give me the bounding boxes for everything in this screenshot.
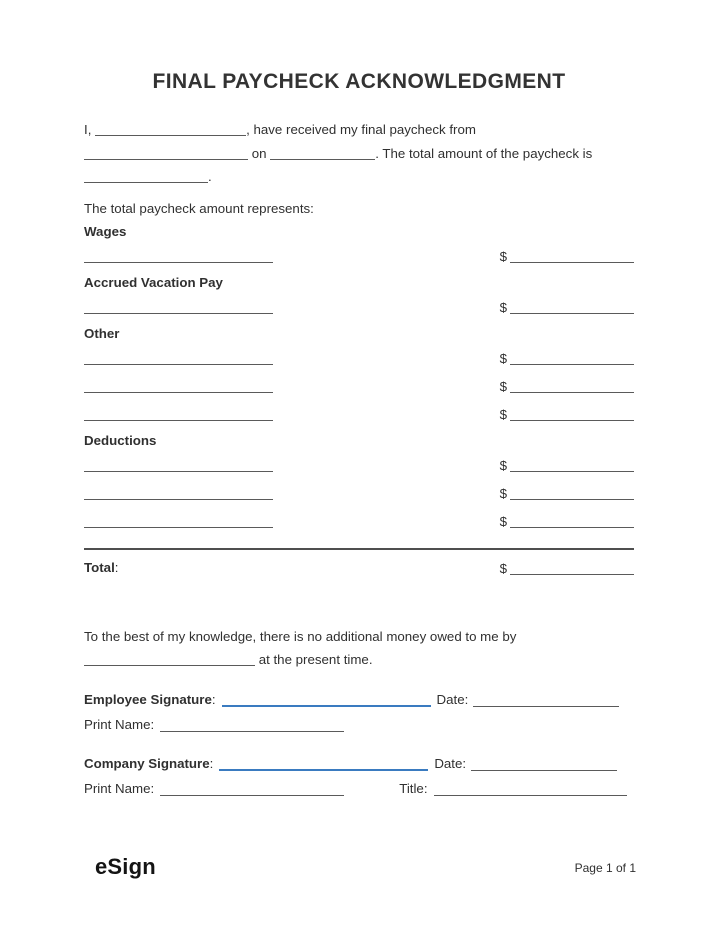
section-label-wages: Wages xyxy=(84,223,127,239)
company-signature-label: Company Signature: xyxy=(84,755,214,771)
company-title-label: Title: xyxy=(399,780,428,796)
employee-signature-label: Employee Signature: xyxy=(84,691,216,707)
money-group xyxy=(500,301,634,314)
section-accrued-vacation-pay xyxy=(84,275,634,314)
total-divider xyxy=(84,548,634,550)
closing-paragraph xyxy=(84,625,634,672)
closing-line2-tail: at the present time. xyxy=(258,652,373,667)
represents-heading: The total paycheck amount represents: xyxy=(84,200,314,216)
employee-signature-row xyxy=(84,690,634,707)
company-signature-row xyxy=(84,754,634,771)
description-blank[interactable] xyxy=(84,250,273,263)
company-print-name-label: Print Name: xyxy=(84,780,155,796)
amount-row-other-3 xyxy=(84,406,634,422)
closing-line1: To the best of my knowledge, there is no additional money owed to me by xyxy=(84,628,517,644)
amount-blank[interactable] xyxy=(510,408,634,421)
page-indicator: Page 1 of 1 xyxy=(574,861,636,875)
money-group xyxy=(500,380,634,393)
section-other xyxy=(84,326,634,421)
dollar-sign: $ xyxy=(499,350,507,366)
money-group xyxy=(500,487,634,500)
amount-row-deductions-2 xyxy=(84,485,634,501)
amount-row-accrued-vacation-pay-1 xyxy=(84,299,634,315)
esign-logo: eSign xyxy=(95,854,156,879)
paycheck-date-blank[interactable] xyxy=(270,147,375,160)
amount-blank[interactable] xyxy=(510,250,634,263)
amount-sections xyxy=(84,224,634,528)
description-blank[interactable] xyxy=(84,487,273,500)
section-deductions xyxy=(84,433,634,528)
intro-after-amount: . xyxy=(208,169,212,184)
section-label-deductions: Deductions xyxy=(84,432,157,448)
amount-row-deductions-1 xyxy=(84,457,634,473)
description-blank[interactable] xyxy=(84,301,273,314)
amount-blank[interactable] xyxy=(510,352,634,365)
intro-after-name: , have received my final paycheck from xyxy=(246,122,476,137)
description-blank[interactable] xyxy=(84,459,273,472)
company-print-name-blank[interactable] xyxy=(160,783,344,796)
dollar-sign: $ xyxy=(499,248,507,264)
employee-print-name-row xyxy=(84,715,634,732)
company-title-blank[interactable] xyxy=(434,783,627,796)
dollar-sign: $ xyxy=(499,378,507,394)
dollar-sign: $ xyxy=(499,485,507,501)
description-blank[interactable] xyxy=(84,408,273,421)
dollar-sign: $ xyxy=(499,406,507,422)
dollar-sign: $ xyxy=(499,299,507,315)
employee-date-blank[interactable] xyxy=(473,694,619,707)
intro-after-date: . The total amount of the paycheck is xyxy=(375,145,593,161)
description-blank[interactable] xyxy=(84,380,273,393)
amount-blank[interactable] xyxy=(510,459,634,472)
section-label-accrued-vacation-pay: Accrued Vacation Pay xyxy=(84,274,223,290)
employee-name-blank[interactable] xyxy=(95,123,246,136)
company-date-blank[interactable] xyxy=(471,758,617,771)
amount-blank[interactable] xyxy=(510,515,634,528)
money-group xyxy=(500,352,634,365)
dollar-sign: $ xyxy=(499,560,507,576)
intro-lead: I, xyxy=(84,122,92,137)
dollar-sign: $ xyxy=(499,457,507,473)
amount-blank[interactable] xyxy=(510,380,634,393)
dollar-sign: $ xyxy=(499,513,507,529)
page-title: FINAL PAYCHECK ACKNOWLEDGMENT xyxy=(152,70,566,93)
paycheck-amount-blank[interactable] xyxy=(84,170,208,183)
money-group xyxy=(500,459,634,472)
intro-paragraph xyxy=(84,118,634,189)
company-signature-field[interactable] xyxy=(219,757,428,771)
section-label-other: Other xyxy=(84,325,120,341)
description-blank[interactable] xyxy=(84,515,273,528)
employee-print-name-blank[interactable] xyxy=(160,719,344,732)
amount-row-other-2 xyxy=(84,378,634,394)
intro-on-word: on xyxy=(251,145,267,161)
section-wages xyxy=(84,224,634,263)
employee-print-name-label: Print Name: xyxy=(84,716,155,732)
employee-date-label: Date: xyxy=(436,691,469,707)
company-date-label: Date: xyxy=(434,755,467,771)
total-amount-blank[interactable] xyxy=(510,562,634,575)
amount-row-other-1 xyxy=(84,350,634,366)
amount-blank[interactable] xyxy=(510,487,634,500)
description-blank[interactable] xyxy=(84,352,273,365)
money-group xyxy=(500,408,634,421)
company-print-name-row xyxy=(84,779,634,796)
total-row xyxy=(84,560,634,575)
amount-row-deductions-3 xyxy=(84,513,634,529)
total-money-group xyxy=(500,562,634,575)
total-label: Total: xyxy=(84,559,119,575)
employee-signature-field[interactable] xyxy=(222,693,431,707)
employer-name-blank-2[interactable] xyxy=(84,653,255,666)
document-content xyxy=(84,0,634,796)
money-group xyxy=(500,250,634,263)
money-group xyxy=(500,515,634,528)
amount-row-wages-1 xyxy=(84,248,634,264)
amount-blank[interactable] xyxy=(510,301,634,314)
employer-name-blank[interactable] xyxy=(84,147,248,160)
